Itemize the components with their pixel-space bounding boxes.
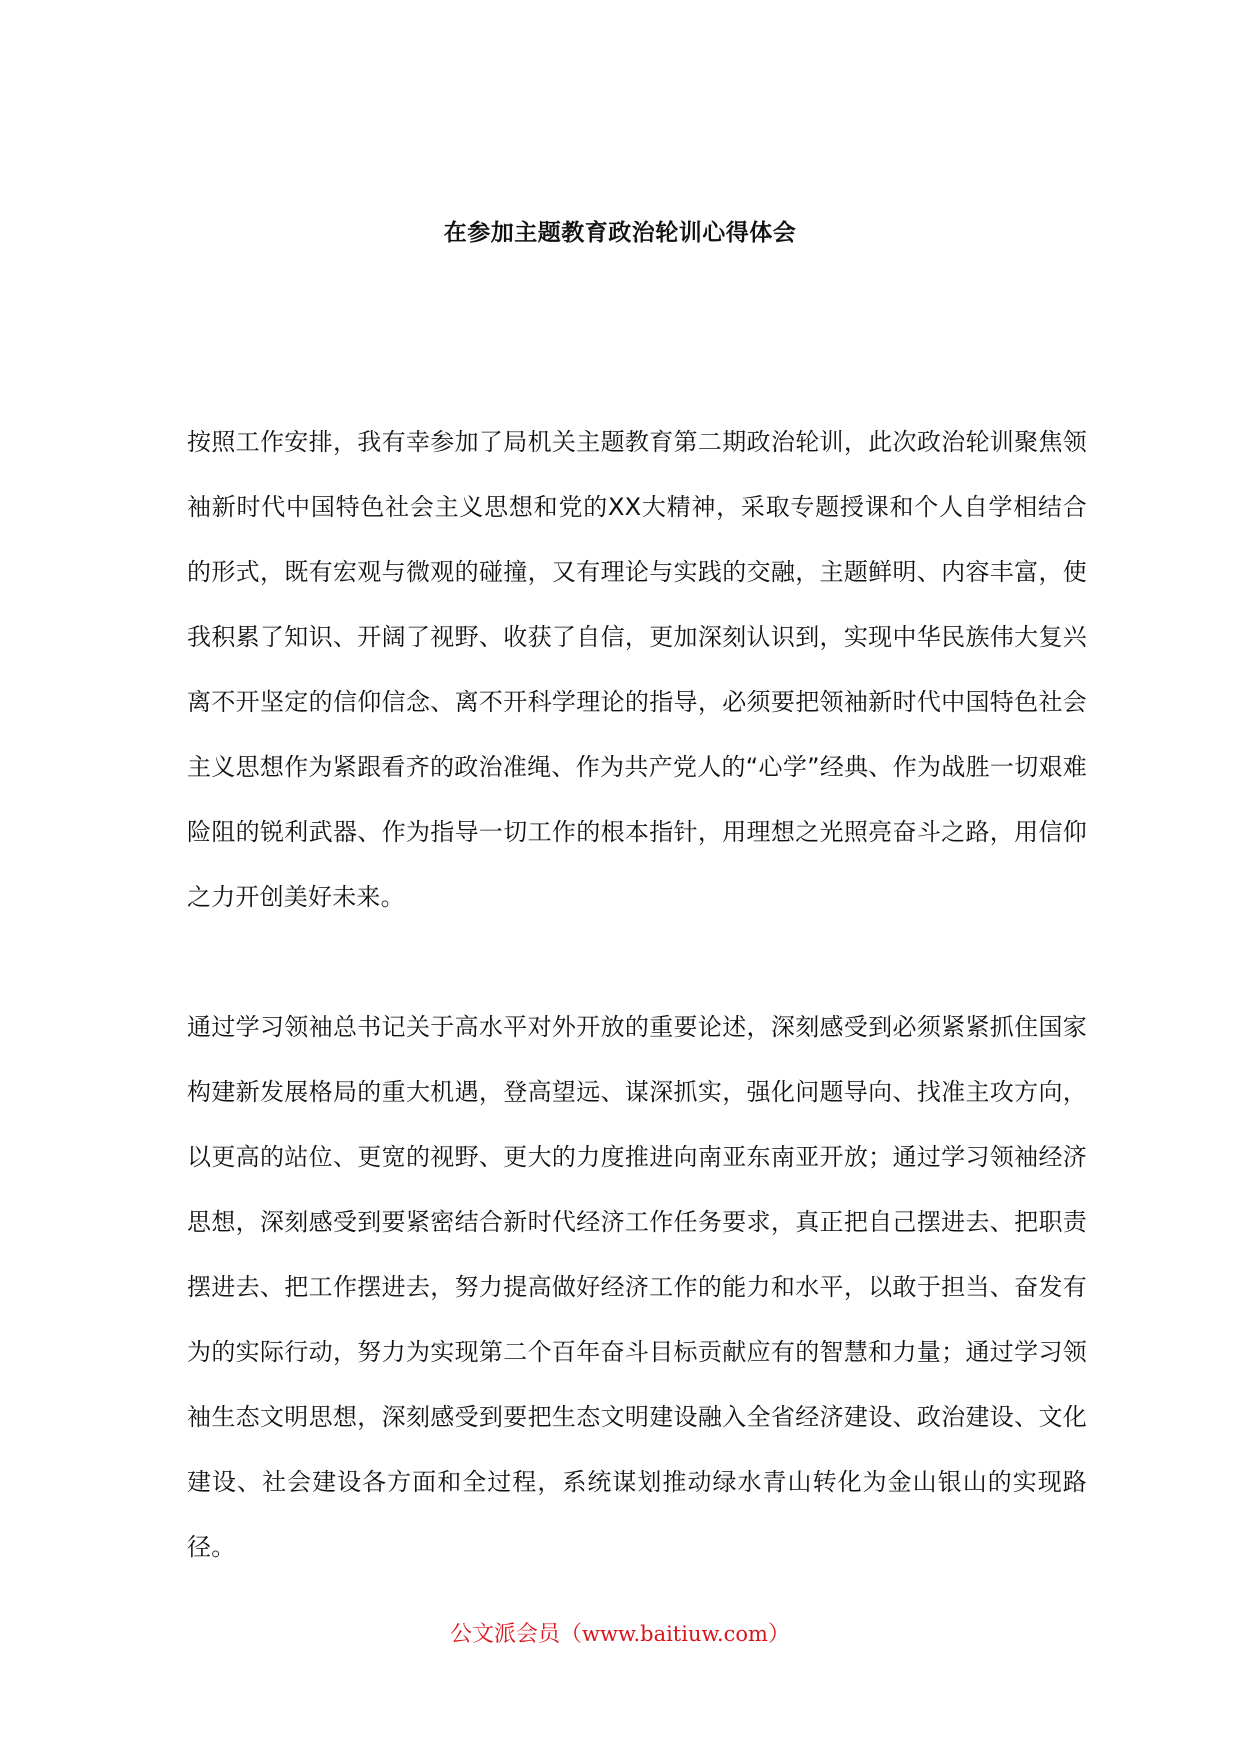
body-paragraph-2: 通过学习领袖总书记关于高水平对外开放的重要论述，深刻感受到必须紧紧抓住国家构建新发展格局的重大机遇，登高望远、谋深抓实，强化问题导向、找准主攻方向，以更高的站位、更宽的视野、更大的力度推进向南亚东南亚开放；通过学习领袖经济思想，深刻感受到要紧密结合新时代经济工作任务要求，真正把自己摆进去、把职责摆进去、把工作摆进去，努力提高做好经济工作的能力和水平，以敢于担当、奋发有为的实际行动，努力为实现第二个百年奋斗目标贡献应有的智慧和力量；通过学习领袖生态文明思想，深刻感受到要把生态文明建设融入全省经济建设、政治建设、文化建设、社会建设各方面和全过程，系统谋划推动绿水青山转化为金山银山的实现路径。 — [187, 1013, 1087, 1561]
body-paragraph-1: 按照工作安排，我有幸参加了局机关主题教育第二期政治轮训，此次政治轮训聚焦领袖新时代中国特色社会主义思想和党的XX大精神，采取专题授课和个人自学相结合的形式，既有宏观与微观的碰撞，又有理论与实践的交融，主题鲜明、内容丰富，使我积累了知识、开阔了视野、收获了自信，更加深刻认识到，实现中华民族伟大复兴离不开坚定的信仰信念、离不开科学理论的指导，必须要把领袖新时代中国特色社会主义思想作为紧跟看齐的政治准绳、作为共产党人的“心学”经典、作为战胜一切艰难险阻的锐利武器、作为指导一切工作的根本指针，用理想之光照亮奋斗之路，用信仰之力开创美好未来。 — [187, 428, 1087, 911]
watermark-label: 公文派会员（ — [450, 1622, 583, 1647]
watermark-site: www.baitiuw.com — [582, 1622, 768, 1646]
footer-watermark — [0, 1618, 1240, 1651]
watermark-close: ） — [767, 1622, 790, 1647]
document-title: 在参加主题教育政治轮训心得体会 — [443, 220, 797, 246]
